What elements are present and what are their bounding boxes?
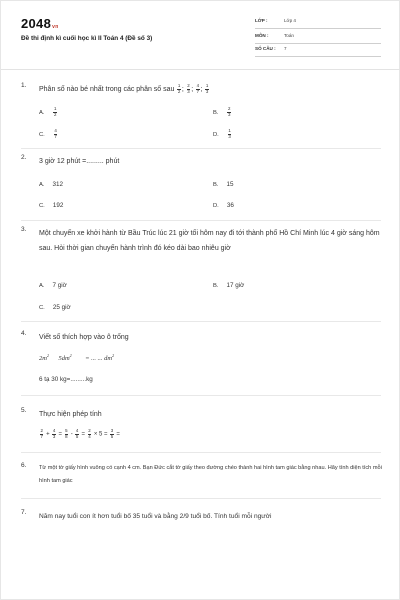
fraction: $\frac{2}{7}$ [40,428,43,439]
question-divider [21,498,381,499]
question-text: 3 giờ 12 phút =......... phút [39,158,120,165]
answer-option-c[interactable]: C. 192 [39,202,64,209]
fraction: $\frac{1}{2}$ [177,83,181,94]
fraction: $\frac{4}{7}$ [54,128,57,139]
answer-option-b[interactable]: B. 17 giờ [213,282,245,289]
question-number: 6. [21,462,27,469]
question-text: Từ một tờ giấy hình vuông có cạnh 4 cm. Bạn Đức cắt tờ giấy theo đường chéo thành hai hình tam giác bằng nhau. Hãy tính diện tích mỗi hình tam giác [39,465,382,484]
question-text [39,82,384,97]
fraction: $\frac{1}{2}$ [53,106,57,117]
question-text: Viết số thích hợp vào ô trống [39,334,129,341]
question-stem: Phân số nào bé nhất trong các phân số sau [39,86,175,93]
fraction: $\frac{2}{3}$ [187,83,190,94]
question-text: Một chuyến xe khởi hành từ Bầu Trúc lúc 21 giờ tối hôm nay đi tới thành phố Hồ Chí Minh lúc 4 giờ sáng hôm sau. Hỏi thời gian chuyến hành trình đó kéo dài bao nhiêu giờ [39,230,380,252]
answer-option-a[interactable]: A. 7 giờ [39,282,67,289]
meta-label: SỐ CÂU : [255,46,276,51]
question-number: 3. [21,226,27,233]
answer-option-b[interactable]: B. $\frac{2}{3}$ [213,106,231,117]
conversion-line-2: 6 tạ 30 kg=.........kg [39,376,93,383]
expression: $\frac{2}{7}$ + $\frac{4}{3}$ = $\frac{5}{8}$ - $\frac{4}{5}$ = $\frac{2}{4}$ × 5 = $\frac{3}{5}$ = [40,428,120,439]
fraction: $\frac{1}{3}$ [228,128,231,139]
conversion-line-1: $2m^2$ $5dm^2$ = ... ... $dm^2$ [39,353,115,363]
question-text: Năm nay tuổi con ít hơn tuổi bố 35 tuổi và bằng 2/9 tuổi bố. Tính tuổi mỗi người [39,513,272,520]
question-divider [21,395,381,396]
answer-option-d[interactable]: D. 36 [213,202,234,209]
answer-option-b[interactable]: B. 15 [213,181,234,188]
fraction: $\frac{3}{5}$ [110,428,114,439]
logo-text: 2048 [21,16,52,31]
meta-subject-row [255,30,381,44]
answer-option-a[interactable]: A. $\frac{1}{2}$ [39,106,57,117]
meta-value: Toán [284,33,294,38]
question-text: Thực hiện phép tính [39,411,102,418]
meta-value: Lớp 4 [284,18,296,23]
fraction: $\frac{4}{3}$ [52,428,56,439]
header-divider [1,69,400,70]
question-number: 2. [21,154,27,161]
question-number: 5. [21,407,27,414]
question-divider [21,321,381,322]
meta-value: 7 [284,46,287,51]
question-fraction-list: $\frac{1}{2}$ ; $\frac{2}{3}$ ; $\frac{4}{7}$ ; $\frac{1}{3}$ [177,83,209,94]
question-number: 7. [21,509,27,516]
fraction: $\frac{2}{4}$ [88,428,91,439]
question-divider [21,148,381,149]
meta-label: LỚP : [255,18,268,23]
answer-option-d[interactable]: D. $\frac{1}{3}$ [213,128,231,139]
meta-label: MÔN : [255,33,269,38]
answer-option-c[interactable]: C. 25 giờ [39,304,71,311]
meta-count-row [255,43,381,57]
question-number: 4. [21,330,27,337]
answer-option-a[interactable]: A. 312 [39,181,63,188]
site-logo[interactable] [21,16,59,31]
exam-title: Đề thi định kì cuối học kì II Toán 4 (Đề số 3) [21,35,153,42]
question-divider [21,220,381,221]
fraction: $\frac{4}{7}$ [196,83,200,94]
logo-suffix: vn [52,24,59,30]
meta-class-row [255,15,381,29]
fraction: $\frac{5}{8}$ [65,428,68,439]
question-number: 1. [21,82,27,89]
fraction: $\frac{1}{3}$ [205,83,209,94]
fraction: $\frac{2}{3}$ [227,106,231,117]
answer-option-c[interactable]: C. $\frac{4}{7}$ [39,128,57,139]
fraction: $\frac{4}{5}$ [75,428,79,439]
question-divider [21,452,381,453]
